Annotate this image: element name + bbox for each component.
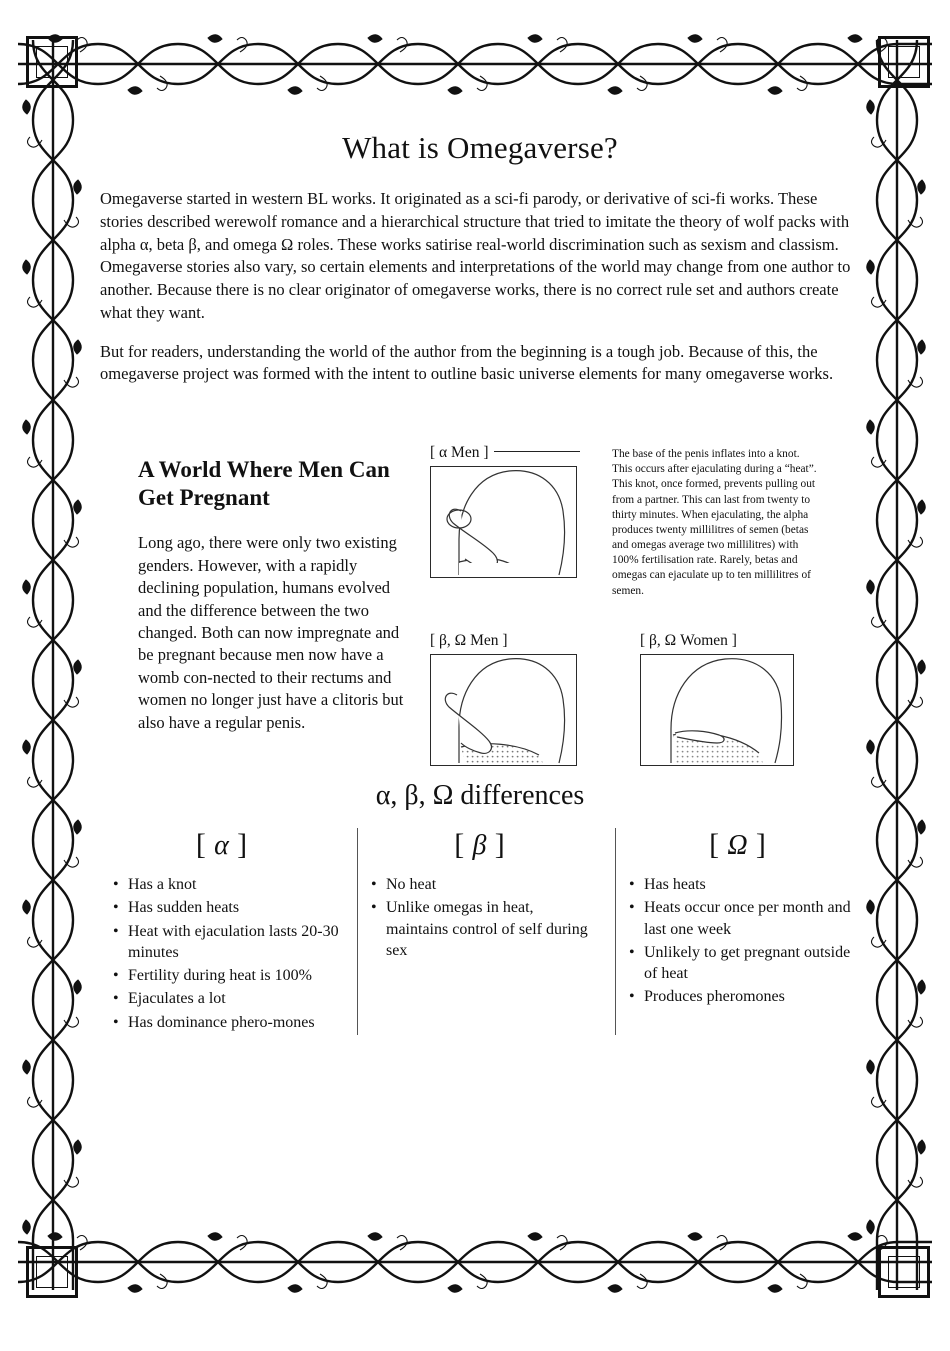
differences-columns xyxy=(100,828,860,1035)
figure-beta-omega-women xyxy=(640,632,794,766)
vine-pattern-bottom-svg xyxy=(18,1228,932,1296)
list-item: • No heat xyxy=(384,874,598,895)
vine-pattern-right-svg xyxy=(866,40,928,1290)
alpha-symbol: α xyxy=(214,830,230,862)
differences-beta-heading xyxy=(362,828,598,862)
intro-paragraph-2: But for readers, understanding the world of the author from the beginning is a tough job. Because of this, the omegaverse project was formed with the intent to outline basic universe elements for many omegaverse works. xyxy=(100,341,834,384)
anatomy-diagram-beta-omega-women xyxy=(641,655,793,765)
omega-trait-list xyxy=(620,874,856,1008)
figure-beta-omega-women-box xyxy=(640,654,794,766)
pregnancy-section xyxy=(100,444,860,774)
corner-ornament-bottom-right xyxy=(878,1246,930,1298)
intro-section xyxy=(100,188,860,386)
list-item: • Has dominance phero-mones xyxy=(126,1012,340,1033)
list-item: • Has sudden heats xyxy=(126,897,340,918)
vine-border-top xyxy=(18,30,932,98)
bracket-open: [ xyxy=(195,828,207,862)
differences-alpha-heading xyxy=(104,828,340,862)
list-item: • Ejaculates a lot xyxy=(126,988,340,1009)
bracket-open: [ xyxy=(454,828,466,862)
list-item: • Fertility during heat is 100% xyxy=(126,965,340,986)
knot-explanation-note: The base of the penis inflates into a knot. This occurs after ejaculating during a “heat”. This knot, once formed, prevents pulling out from a partner. This can last from twenty to thirty minutes. When ejaculating, the alpha produces twenty millilitres of semen (betas and omegas average two millilitres) with 100% fertilisation rate. Rarely, betas and omegas can ejaculate up to ten millilitres of semen. xyxy=(612,448,817,597)
omega-symbol: Ω xyxy=(727,830,749,862)
vine-pattern-left-svg xyxy=(22,40,84,1290)
vine-border-right xyxy=(866,40,928,1290)
vine-border-bottom xyxy=(18,1228,932,1296)
figure-beta-omega-women-label: [ β, Ω Women ] xyxy=(640,632,737,650)
figure-alpha-men-label-row xyxy=(430,444,580,462)
bracket-close: ] xyxy=(237,828,249,862)
vine-border-left xyxy=(22,40,84,1290)
differences-column-beta xyxy=(357,828,602,1035)
corner-ornament-top-right xyxy=(878,36,930,88)
anatomy-diagram-alpha xyxy=(431,467,576,577)
alpha-trait-list xyxy=(104,874,340,1033)
figure-alpha-men-label: [ α Men ] xyxy=(430,444,489,462)
bracket-open: [ xyxy=(709,828,721,862)
differences-title: α, β, Ω differences xyxy=(375,780,585,812)
page-content xyxy=(100,130,860,1220)
bracket-close: ] xyxy=(494,828,506,862)
beta-trait-list xyxy=(362,874,598,961)
figure-alpha-men xyxy=(430,444,580,578)
list-item: • Unlikely to get pregnant outside of heat xyxy=(642,942,856,985)
list-item: • Heats occur once per month and last one week xyxy=(642,897,856,940)
bracket-close: ] xyxy=(755,828,767,862)
pregnancy-text-block xyxy=(138,456,413,734)
figure-beta-omega-men-box xyxy=(430,654,577,766)
figure-beta-omega-men xyxy=(430,632,577,766)
list-item: • Unlike omegas in heat, maintains control of self during sex xyxy=(384,897,598,961)
list-item: • Produces pheromones xyxy=(642,986,856,1007)
differences-omega-heading xyxy=(620,828,856,862)
list-item: • Has a knot xyxy=(126,874,340,895)
anatomy-diagram-beta-omega-men xyxy=(431,655,576,765)
beta-symbol: β xyxy=(472,830,488,862)
list-item: • Heat with ejaculation lasts 20-30 minutes xyxy=(126,921,340,964)
differences-section xyxy=(100,780,860,1035)
differences-column-alpha xyxy=(100,828,344,1035)
list-item: • Has heats xyxy=(642,874,856,895)
vine-pattern-top-svg xyxy=(18,30,932,98)
corner-ornament-bottom-left xyxy=(26,1246,78,1298)
pregnancy-body: Long ago, there were only two existing genders. However, with a rapidly declining population, humans evolved and the difference between the two changed. Both can now impregnate and be pregnant because men now have a womb con-nected to their rectums and women no longer just have a clitoris but also have a regular penis. xyxy=(138,533,404,732)
corner-ornament-top-left xyxy=(26,36,78,88)
differences-column-omega xyxy=(615,828,860,1035)
page-title: What is Omegaverse? xyxy=(342,130,618,165)
label-connector-rule xyxy=(494,451,580,452)
pregnancy-heading: A World Where Men Can Get Pregnant xyxy=(138,457,390,511)
figure-beta-omega-men-label: [ β, Ω Men ] xyxy=(430,632,508,650)
intro-paragraph-1: Omegaverse started in western BL works. It originated as a sci-fi parody, or derivative of sci-fi works. These stories described werewolf romance and a hierarchical structure that tried to imitate the theory of wolf packs with alpha α, beta β, and omega Ω roles. These works satirise real-world discrimination such as sexism and classism. Omegaverse stories also vary, so certain elements and interpretations of the world may change from one author to another. Because there is no clear originator of omegaverse works, there is no correct rule set and authors create what they want. xyxy=(100,189,851,322)
figure-alpha-men-box xyxy=(430,466,577,578)
